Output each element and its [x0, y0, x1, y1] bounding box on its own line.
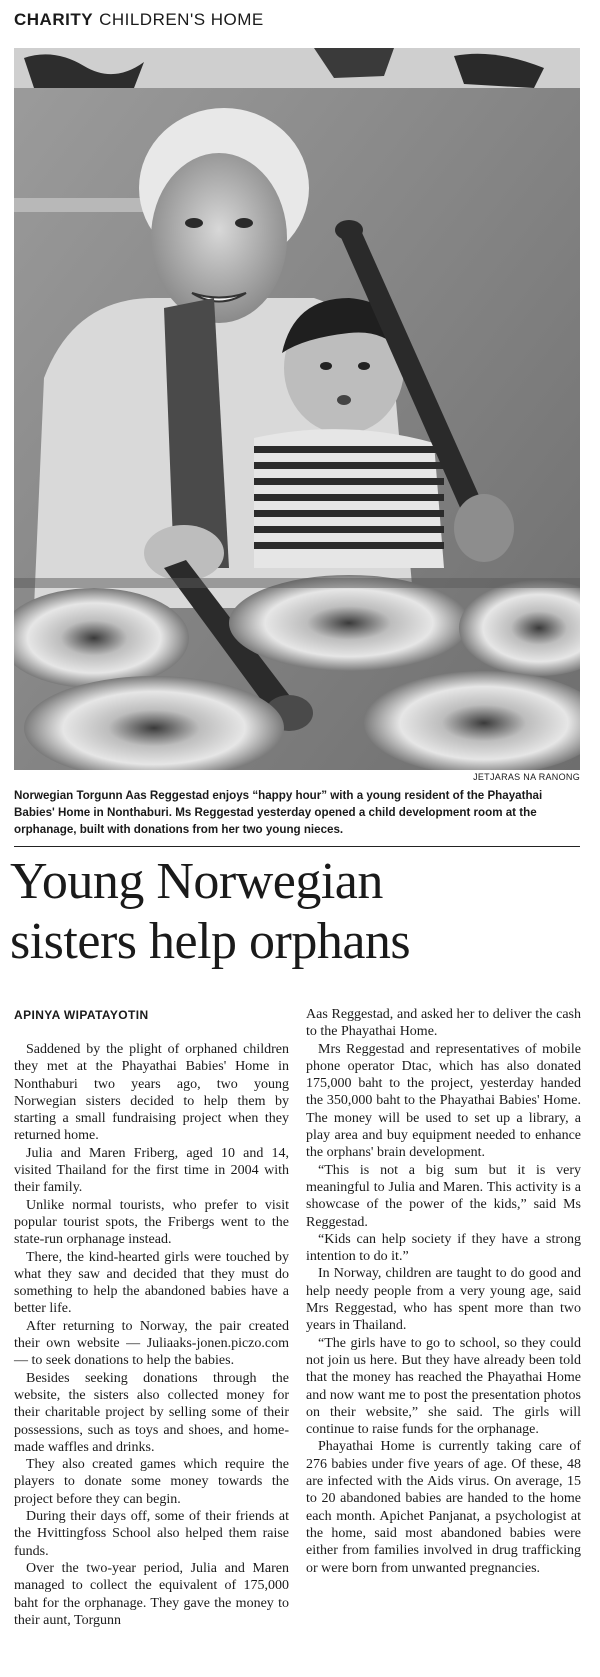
section-header — [14, 10, 264, 30]
section-topic: CHILDREN'S HOME — [99, 10, 264, 29]
paragraph: There, the kind-hearted girls were touched by what they saw and decided that they must do something to help the abandoned babies have a better life. — [14, 1249, 289, 1317]
paragraph: During their days off, some of their friends at the Hvittingfoss School also helped them raise funds. — [14, 1509, 289, 1559]
photo-illustration — [14, 48, 580, 770]
paragraph: “This is not a big sum but it is very meaningful to Julia and Maren. This activity is a showcase of the power of the kids,” said Ms Reggestad. — [306, 1162, 581, 1230]
section-kicker: CHARITY — [14, 10, 94, 29]
paragraph: Unlike normal tourists, who prefer to visit popular tourist spots, the Fribergs went to the state-run orphanage instead. — [14, 1197, 289, 1248]
byline: APINYA WIPATAYOTIN — [14, 1008, 149, 1022]
photo-caption: Norwegian Torgunn Aas Reggestad enjoys “happy hour” with a young resident of the Phayathai Babies' Home in Nonthaburi. Ms Reggestad yesterday opened a child development room at the orphanage, built with donations from her two young nieces. — [14, 789, 543, 836]
photo-credit: JETJARAS NA RANONG — [473, 772, 580, 782]
paragraph: They also created games which require the players to donate some money towards the project before they can begin. — [14, 1457, 289, 1507]
article-column-right — [306, 1006, 581, 1577]
paragraph: After returning to Norway, the pair created their own website — Juliaaks-jonen.piczo.com — to seek donations to help the babies. — [14, 1318, 289, 1369]
paragraph: Saddened by the plight of orphaned children they met at the Phayathai Babies' Home in Nonthaburi two years ago, two young Norwegian sisters decided to help them by starting a small fundraising project when they returned home. — [14, 1042, 289, 1144]
paragraph: Julia and Maren Friberg, aged 10 and 14, visited Thailand for the first time in 2004 with their family. — [14, 1145, 289, 1196]
article-headline — [10, 852, 590, 972]
paragraph: Aas Reggestad, and asked her to deliver the cash to the Phayathai Home. — [306, 1007, 581, 1040]
paragraph: Phayathai Home is currently taking care of 276 babies under five years of age. Of these, 48 are infected with the Aids virus. On average, 15 to 20 abandoned babies are handed to the home each month. Apichet Panjanat, a psychologist at the home, said most abandoned babies were either from families involved in drug trafficking or were born from unwanted pregnancies. — [306, 1439, 581, 1576]
article-column-left — [14, 1041, 289, 1629]
paragraph: Besides seeking donations through the website, the sisters also collected money for their charitable project by selling some of their possessions, such as toys and shoes, and home-made waffles and drinks. — [14, 1370, 289, 1455]
paragraph: In Norway, children are taught to do good and help needy people from a very young age, said Mrs Reggestad, who has spent more than two years in Thailand. — [306, 1266, 581, 1334]
paragraph: “Kids can help society if they have a strong intention to do it.” — [306, 1231, 581, 1265]
paragraph: Mrs Reggestad and representatives of mobile phone operator Dtac, which has also donated 175,000 baht to the project, yesterday handed the 350,000 baht to the Phayathai Babies' Home. The money will be used to set up a library, a play area and buy equipment needed to enhance the orphans' brain development. — [306, 1041, 581, 1161]
divider-rule — [14, 846, 580, 847]
headline-line-1: Young Norwegian — [10, 853, 383, 910]
article-photo — [14, 48, 580, 770]
paragraph: “The girls have to go to school, so they could not join us here. But they have already been told that the money has reached the Phayathai Home and now want me to post the presentation photos on their website,” she said. The girls will continue to raise funds for the orphanage. — [306, 1335, 581, 1438]
headline-line-2: sisters help orphans — [10, 913, 411, 970]
paragraph: Over the two-year period, Julia and Maren managed to collect the equivalent of 175,000 baht for the orphanage. They gave the money to their aunt, Torgunn — [14, 1560, 289, 1628]
